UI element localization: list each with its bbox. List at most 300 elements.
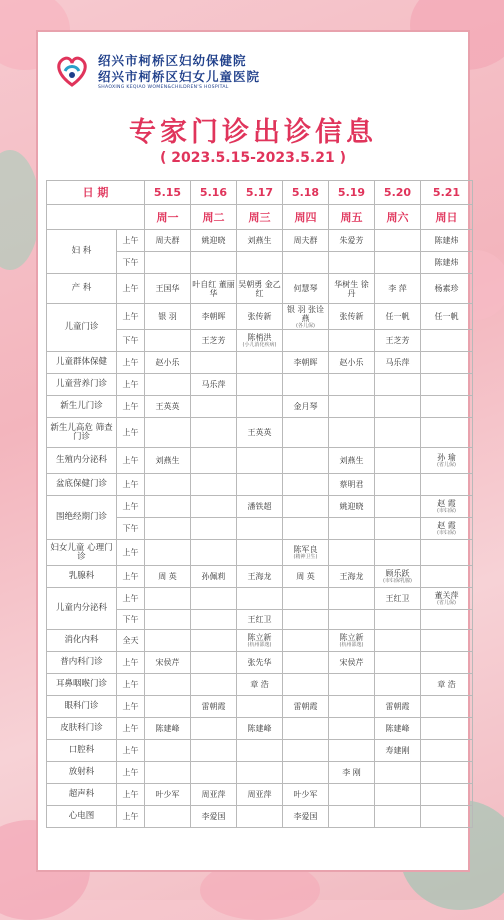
doctor-cell [375,566,421,588]
doctor-cell [145,566,191,588]
session-label: 上午 [117,784,145,806]
doctor-cell [421,630,473,652]
schedule-row [47,588,473,610]
doctor-name: 陈建峰 [247,724,272,733]
date-header-row [47,181,473,205]
doctor-cell [237,374,283,396]
doctor-name: 朱爱芳 [339,236,364,245]
doctor-cell [191,352,237,374]
weekday-header-cell: 周二 [191,205,237,230]
doctor-cell [237,652,283,674]
department-label: 眼科门诊 [47,696,117,718]
session-label: 上午 [117,496,145,518]
session-label: 上午 [117,474,145,496]
doctor-cell [375,540,421,566]
doctor-name: 陈建炜 [434,236,459,245]
doctor-cell [329,806,375,828]
department-label: 消化内科 [47,630,117,652]
doctor-cell [283,448,329,474]
doctor-cell [329,610,375,630]
doctor-cell [145,784,191,806]
schedule-card [36,30,470,872]
doctor-cell [329,630,375,652]
doctor-name: 雷朝霞 [385,702,410,711]
doctor-cell [329,252,375,274]
department-label: 产 科 [47,274,117,304]
session-label: 上午 [117,696,145,718]
doctor-name: 王海龙 [339,572,364,581]
doctor-cell [283,740,329,762]
doctor-name: 陈建炜 [434,258,459,267]
doctor-cell [421,474,473,496]
doctor-cell [375,588,421,610]
doctor-cell [375,806,421,828]
doctor-name: 王红卫 [385,594,410,603]
department-label: 新生儿门诊 [47,396,117,418]
session-label: 上午 [117,588,145,610]
session-label: 上午 [117,448,145,474]
doctor-cell [283,374,329,396]
doctor-cell [191,718,237,740]
doctor-cell [237,448,283,474]
doctor-cell [191,740,237,762]
weekday-header-cell: 周四 [283,205,329,230]
doctor-cell [329,274,375,304]
doctor-cell [421,418,473,448]
session-label: 上午 [117,418,145,448]
doctor-cell [145,330,191,352]
doctor-cell [421,374,473,396]
session-label: 上午 [117,566,145,588]
doctor-name: 刘燕生 [247,236,272,245]
session-label: 上午 [117,652,145,674]
schedule-row [47,696,473,718]
schedule-row [47,304,473,330]
doctor-cell [283,588,329,610]
doctor-name: 周 英 [296,572,315,581]
doctor-cell [237,474,283,496]
department-label: 儿童门诊 [47,304,117,352]
session-label: 下午 [117,330,145,352]
doctor-cell [421,674,473,696]
doctor-name: 孙 瑜 [437,453,456,462]
doctor-cell [237,740,283,762]
session-label: 上午 [117,304,145,330]
doctor-cell [421,784,473,806]
doctor-cell [283,418,329,448]
doctor-cell [375,740,421,762]
doctor-name: 刘燕生 [339,456,364,465]
date-header-cell: 5.15 [145,181,191,205]
org-name-line2: 绍兴市柯桥区妇女儿童医院 [98,68,261,84]
doctor-note: (市妇保) [437,530,456,536]
schedule-row [47,540,473,566]
session-label: 下午 [117,610,145,630]
schedule-row [47,374,473,396]
schedule-row [47,396,473,418]
schedule-row [47,652,473,674]
weekday-header-cell: 周日 [421,205,473,230]
doctor-note: (市妇保乳腺) [383,578,412,584]
doctor-cell [421,274,473,304]
department-label: 妇女儿童 心理门诊 [47,540,117,566]
doctor-name: 孙佩莉 [201,572,226,581]
department-label: 口腔科 [47,740,117,762]
doctor-cell [237,304,283,330]
doctor-cell [329,588,375,610]
doctor-name: 王英英 [247,428,272,437]
schedule-row [47,566,473,588]
doctor-name: 李爱国 [293,812,318,821]
doctor-name: 王国华 [155,284,180,293]
doctor-cell [191,448,237,474]
doctor-cell [375,496,421,518]
doctor-cell [329,230,375,252]
doctor-cell [283,762,329,784]
doctor-cell [283,252,329,274]
weekday-header-blank [47,205,145,230]
department-label: 妇 科 [47,230,117,274]
org-name-english: SHAOXING KEQIAO WOMEN&CHILDREN'S HOSPITAL [98,84,229,90]
doctor-name: 任一帆 [385,312,410,321]
doctor-cell [283,230,329,252]
doctor-name: 赵小乐 [155,358,180,367]
doctor-cell [237,696,283,718]
doctor-cell [145,304,191,330]
doctor-cell [329,740,375,762]
doctor-cell [145,652,191,674]
leaf-decoration [0,150,40,270]
date-header-cell: 5.19 [329,181,375,205]
doctor-cell [421,718,473,740]
doctor-cell [191,652,237,674]
doctor-name: 吴朝勇 金乙红 [238,279,281,298]
doctor-cell [329,718,375,740]
doctor-name: 章 浩 [250,680,269,689]
doctor-cell [329,330,375,352]
doctor-cell [191,518,237,540]
schedule-row [47,806,473,828]
doctor-cell [145,518,191,540]
doctor-cell [283,696,329,718]
session-label: 上午 [117,230,145,252]
session-label: 上午 [117,352,145,374]
doctor-name: 银 羽 张诠燕 [286,304,325,323]
department-label: 儿童群体保健 [47,352,117,374]
session-label: 上午 [117,674,145,696]
doctor-name: 潘铁超 [247,502,272,511]
doctor-cell [191,396,237,418]
doctor-cell [145,496,191,518]
doctor-name: 银 羽 [158,312,177,321]
doctor-cell [145,718,191,740]
doctor-cell [237,418,283,448]
department-label: 放射科 [47,762,117,784]
weekday-header-cell: 周六 [375,205,421,230]
doctor-cell [237,784,283,806]
doctor-cell [375,448,421,474]
doctor-cell [237,630,283,652]
doctor-cell [283,518,329,540]
doctor-cell [145,474,191,496]
doctor-cell [329,784,375,806]
doctor-name: 周 英 [158,572,177,581]
doctor-note: (杭州邵逸) [247,642,272,648]
doctor-cell [237,230,283,252]
doctor-cell [283,330,329,352]
doctor-cell [237,540,283,566]
doctor-name: 宋侯芹 [155,658,180,667]
doctor-cell [191,474,237,496]
doctor-cell [283,806,329,828]
doctor-cell [191,610,237,630]
doctor-cell [283,566,329,588]
doctor-cell [145,252,191,274]
doctor-name: 张传新 [247,312,272,321]
schedule-row [47,418,473,448]
session-label: 下午 [117,252,145,274]
doctor-cell [375,474,421,496]
doctor-cell [421,762,473,784]
session-label: 全天 [117,630,145,652]
session-label: 上午 [117,374,145,396]
doctor-name: 王红卫 [247,615,272,624]
doctor-name: 华树生 徐 丹 [334,279,369,298]
doctor-cell [283,630,329,652]
doctor-cell [329,474,375,496]
schedule-row [47,784,473,806]
doctor-cell [191,252,237,274]
department-label: 儿童内分泌科 [47,588,117,630]
schedule-row [47,274,473,304]
doctor-cell [375,518,421,540]
doctor-note: (市妇保) [437,508,456,514]
doctor-name: 蔡明君 [339,480,364,489]
doctor-name: 叶自红 董丽华 [192,279,235,298]
doctor-cell [375,610,421,630]
doctor-name: 姚迎晓 [201,236,226,245]
doctor-cell [329,418,375,448]
doctor-name: 宋侯芹 [339,658,364,667]
doctor-cell [237,566,283,588]
weekday-header-cell: 周五 [329,205,375,230]
doctor-cell [329,304,375,330]
doctor-cell [421,252,473,274]
date-header-label: 日 期 [47,181,145,205]
doctor-name: 周亚萍 [247,790,272,799]
page-title: 专家门诊出诊信息 [129,117,377,148]
doctor-cell [421,396,473,418]
doctor-cell [283,718,329,740]
doctor-cell [421,806,473,828]
weekday-header-cell: 周一 [145,205,191,230]
doctor-cell [329,674,375,696]
session-label: 上午 [117,740,145,762]
doctor-cell [421,304,473,330]
doctor-cell [329,652,375,674]
weekday-header-cell: 周三 [237,205,283,230]
doctor-cell [145,418,191,448]
schedule-table [46,180,473,828]
doctor-name: 张传新 [339,312,364,321]
date-header-cell: 5.21 [421,181,473,205]
doctor-cell [283,652,329,674]
department-label: 新生儿高危 筛查门诊 [47,418,117,448]
doctor-cell [421,540,473,566]
doctor-cell [237,496,283,518]
doctor-cell [237,352,283,374]
doctor-cell [329,540,375,566]
doctor-cell [191,630,237,652]
doctor-cell [191,374,237,396]
session-label: 上午 [117,718,145,740]
org-name-line1: 绍兴市柯桥区妇幼保健院 [98,52,247,68]
doctor-name: 顾乐跃 [385,569,410,578]
doctor-cell [329,496,375,518]
doctor-cell [421,588,473,610]
doctor-name: 周夫群 [293,236,318,245]
doctor-cell [191,330,237,352]
doctor-name: 李 刚 [342,768,361,777]
doctor-name: 杨素珍 [434,284,459,293]
doctor-cell [237,674,283,696]
doctor-cell [145,610,191,630]
doctor-cell [191,274,237,304]
department-label: 生殖内分泌科 [47,448,117,474]
doctor-cell [375,784,421,806]
doctor-note: (省儿保) [437,462,456,468]
doctor-name: 周夫群 [155,236,180,245]
doctor-cell [237,252,283,274]
doctor-name: 章 浩 [437,680,456,689]
doctor-note: (省儿保) [437,600,456,606]
doctor-cell [375,630,421,652]
doctor-name: 王芝芳 [201,336,226,345]
doctor-cell [329,566,375,588]
doctor-cell [191,496,237,518]
doctor-name: 陈军良 [293,545,318,554]
doctor-name: 李朝晖 [293,358,318,367]
doctor-name: 赵 霞 [437,521,456,530]
doctor-cell [191,540,237,566]
doctor-name: 周亚萍 [201,790,226,799]
hospital-logo-icon [52,51,92,91]
schedule-row [47,762,473,784]
doctor-cell [421,566,473,588]
doctor-cell [375,252,421,274]
doctor-cell [375,374,421,396]
doctor-note: (小儿消化疾病) [242,342,277,348]
doctor-cell [421,740,473,762]
department-label: 普内科门诊 [47,652,117,674]
doctor-cell [237,396,283,418]
doctor-cell [329,518,375,540]
doctor-cell [283,610,329,630]
doctor-name: 李 萍 [388,284,407,293]
doctor-name: 任一帆 [434,312,459,321]
date-header-cell: 5.17 [237,181,283,205]
doctor-cell [145,374,191,396]
doctor-cell [191,304,237,330]
schedule-row [47,352,473,374]
doctor-cell [283,274,329,304]
department-label: 超声科 [47,784,117,806]
doctor-cell [145,230,191,252]
doctor-name: 陈建峰 [385,724,410,733]
doctor-cell [145,352,191,374]
schedule-row [47,740,473,762]
doctor-name: 雷朝霞 [293,702,318,711]
doctor-name: 叶少军 [293,790,318,799]
doctor-cell [375,762,421,784]
doctor-cell [237,274,283,304]
date-header-cell: 5.20 [375,181,421,205]
session-label: 上午 [117,540,145,566]
doctor-cell [375,674,421,696]
doctor-cell [237,718,283,740]
doctor-name: 李爱国 [201,812,226,821]
doctor-cell [237,518,283,540]
doctor-name: 陈立新 [339,633,364,642]
doctor-cell [191,418,237,448]
department-label: 耳鼻咽喉门诊 [47,674,117,696]
doctor-name: 王海龙 [247,572,272,581]
session-label: 上午 [117,396,145,418]
doctor-cell [145,540,191,566]
schedule-row [47,496,473,518]
doctor-cell [375,304,421,330]
doctor-cell [421,696,473,718]
date-header-cell: 5.18 [283,181,329,205]
doctor-name: 姚迎晓 [339,502,364,511]
session-label: 上午 [117,274,145,304]
doctor-cell [421,352,473,374]
doctor-cell [145,806,191,828]
doctor-cell [421,652,473,674]
doctor-cell [283,496,329,518]
doctor-cell [283,540,329,566]
doctor-cell [329,448,375,474]
doctor-cell [191,784,237,806]
schedule-row [47,630,473,652]
doctor-name: 董关萍 [434,591,459,600]
doctor-cell [283,784,329,806]
department-label: 儿童营养门诊 [47,374,117,396]
doctor-cell [329,762,375,784]
date-range: ( 2023.5.15-2023.5.21 ) [159,150,346,166]
doctor-cell [375,696,421,718]
doctor-note: (杭州邵逸) [339,642,364,648]
doctor-cell [283,304,329,330]
doctor-name: 马乐萍 [201,380,226,389]
doctor-cell [421,610,473,630]
doctor-name: 王英英 [155,402,180,411]
doctor-cell [145,630,191,652]
doctor-note: (精神卫生) [293,554,318,560]
org-name [98,53,260,90]
doctor-cell [375,418,421,448]
doctor-cell [145,588,191,610]
doctor-name: 赵 霞 [437,499,456,508]
doctor-cell [191,806,237,828]
doctor-cell [237,762,283,784]
session-label: 上午 [117,806,145,828]
doctor-cell [375,274,421,304]
doctor-cell [421,448,473,474]
doctor-cell [237,588,283,610]
doctor-cell [375,230,421,252]
schedule-row [47,474,473,496]
